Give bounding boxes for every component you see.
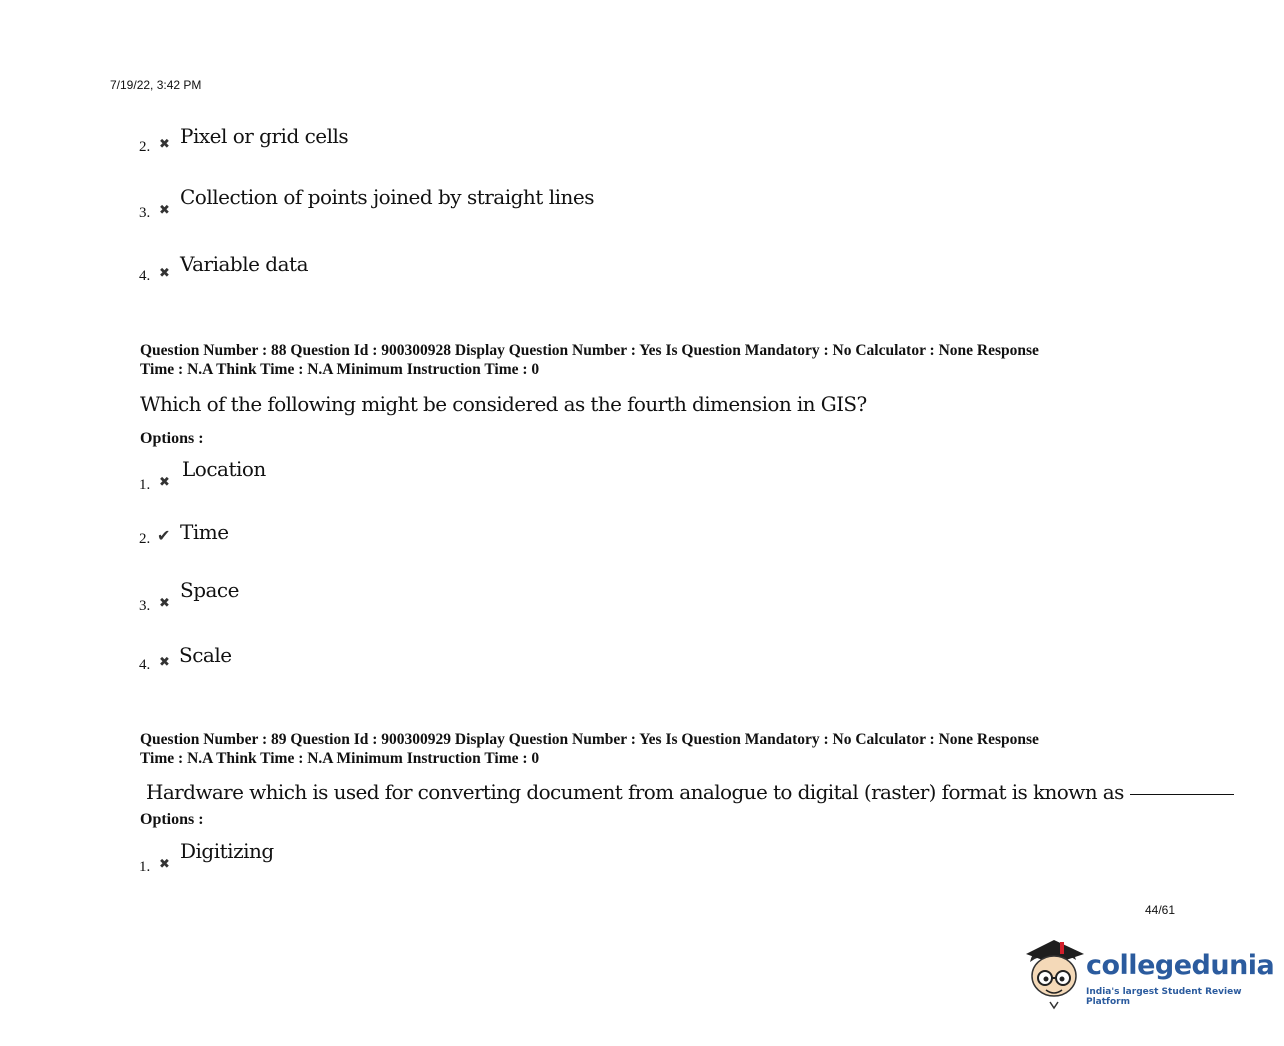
option-number: 4.: [139, 268, 151, 284]
option-number: 3.: [139, 598, 151, 614]
option-number: 2.: [139, 139, 151, 155]
option-text: Variable data: [180, 252, 308, 276]
check-icon: ✔: [157, 526, 171, 545]
collegedunia-mascot-icon: [1024, 938, 1086, 1010]
option-text: Digitizing: [180, 839, 274, 863]
option-text: Space: [180, 578, 239, 602]
question-meta-line1: Question Number : 88 Question Id : 900300928 Display Question Number : Yes Is Question Mandatory : No Calculator : None Response: [140, 342, 1039, 359]
cross-icon: ✖: [159, 857, 170, 872]
cross-icon: ✖: [159, 475, 170, 490]
question-meta-line2: Time : N.A Think Time : N.A Minimum Instruction Time : 0: [140, 750, 540, 767]
print-timestamp: 7/19/22, 3:42 PM: [110, 78, 202, 92]
cross-icon: ✖: [159, 596, 170, 611]
cross-icon: ✖: [159, 266, 170, 281]
question-meta-line2: Time : N.A Think Time : N.A Minimum Instruction Time : 0: [140, 361, 540, 378]
option-text: Scale: [179, 643, 232, 667]
cross-icon: ✖: [159, 137, 170, 152]
options-label: Options :: [140, 430, 204, 447]
options-label: Options :: [140, 811, 204, 828]
option-text: Pixel or grid cells: [180, 124, 349, 148]
option-text-correct: Time: [180, 520, 229, 544]
collegedunia-logo-text: collegedunia: [1086, 950, 1275, 981]
option-number: 2.: [139, 531, 151, 547]
collegedunia-tagline: India's largest Student Review Platform: [1086, 987, 1242, 1007]
option-text: Collection of points joined by straight lines: [180, 185, 594, 209]
answer-blank: [1130, 794, 1234, 795]
option-text: Location: [182, 457, 266, 481]
question-meta: [140, 730, 1160, 768]
question-text-body: Hardware which is used for converting document from analogue to digital (raster) format is known as: [146, 780, 1124, 804]
option-number: 4.: [139, 657, 151, 673]
option-number: 1.: [139, 859, 151, 875]
option-number: 3.: [139, 205, 151, 221]
cross-icon: ✖: [159, 203, 170, 218]
question-text: [146, 780, 1234, 804]
question-text: Which of the following might be considered as the fourth dimension in GIS?: [140, 392, 867, 416]
page-number: 44/61: [1145, 903, 1176, 917]
cross-icon: ✖: [159, 655, 170, 670]
question-meta: [140, 341, 1160, 379]
option-number: 1.: [139, 477, 151, 493]
question-meta-line1: Question Number : 89 Question Id : 900300929 Display Question Number : Yes Is Question Mandatory : No Calculator : None Response: [140, 731, 1039, 748]
